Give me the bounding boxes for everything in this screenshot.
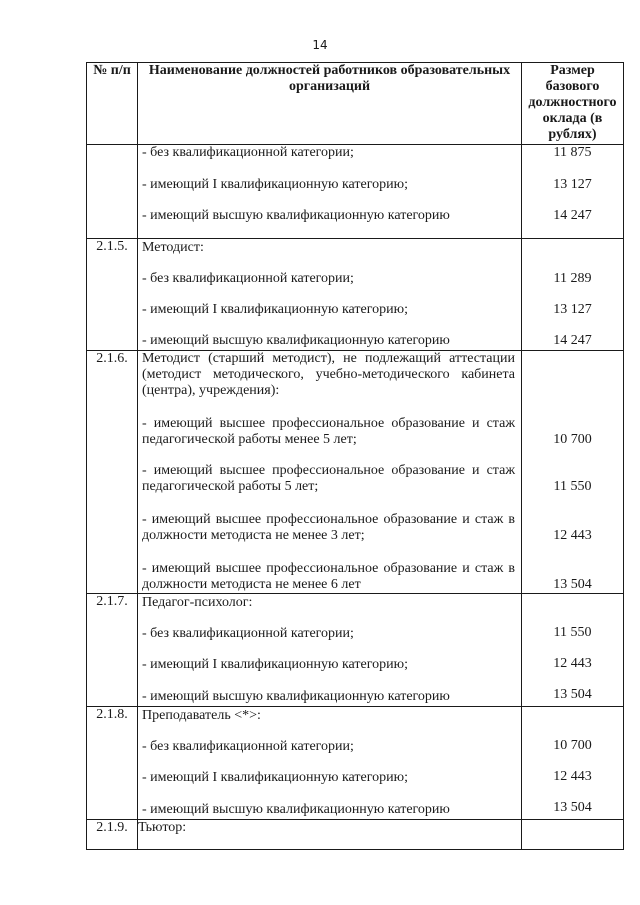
salary-value: 11 550 xyxy=(553,625,592,640)
header-num: № п/п xyxy=(87,63,138,145)
section-number: 2.1.9. xyxy=(87,820,138,850)
section-number xyxy=(87,145,138,239)
salary-value: 12 443 xyxy=(553,528,592,543)
header-size: Размер базового должностного оклада (в рублях) xyxy=(522,63,624,145)
header-name: Наименование должностей работников образовательных организаций xyxy=(138,63,522,145)
salary-value: 11 875 xyxy=(553,145,592,160)
salary-value: 11 289 xyxy=(553,271,592,286)
section-content xyxy=(138,351,522,594)
list-item: - имеющий высшую квалификационную категорию xyxy=(142,333,450,348)
list-item: - имеющий высшее профессиональное образование и стаж в должности методиста не менее 6 лет xyxy=(142,561,515,592)
section-values xyxy=(522,707,624,820)
list-item: - имеющий высшую квалификационную категорию xyxy=(142,802,450,817)
list-item: - имеющий высшую квалификационную категорию xyxy=(142,208,450,223)
table-header-row xyxy=(87,63,624,145)
salary-value: 14 247 xyxy=(553,333,592,348)
section-content xyxy=(138,707,522,820)
list-item: - имеющий высшее профессиональное образование и стаж в должности методиста не менее 3 лет; xyxy=(142,512,515,543)
list-item: - имеющий I квалификационную категорию; xyxy=(142,177,408,192)
section-number: 2.1.5. xyxy=(87,239,138,351)
list-item: - без квалификационной категории; xyxy=(142,739,354,754)
section-number: 2.1.8. xyxy=(87,707,138,820)
section-values xyxy=(522,239,624,351)
section-number: 2.1.6. xyxy=(87,351,138,594)
list-item: - имеющий высшую квалификационную категорию xyxy=(142,689,450,704)
section-content xyxy=(138,594,522,707)
table-section xyxy=(87,707,624,820)
section-values xyxy=(522,820,624,850)
salary-value: 13 504 xyxy=(553,687,592,702)
list-item: - имеющий высшее профессиональное образование и стаж педагогической работы 5 лет; xyxy=(142,463,515,494)
salary-value: 12 443 xyxy=(553,656,592,671)
section-title: Методист (старший методист), не подлежащий аттестации (методист методического, учебно-методического кабинета (центра), учреждения): xyxy=(142,351,515,398)
section-content xyxy=(138,145,522,239)
section-title: Методист: xyxy=(142,240,204,255)
salary-value: 13 127 xyxy=(553,177,592,192)
salary-value: 13 504 xyxy=(553,577,592,592)
section-title: Педагог-психолог: xyxy=(142,595,253,610)
section-values xyxy=(522,594,624,707)
table-section xyxy=(87,239,624,351)
table-section xyxy=(87,145,624,239)
section-values xyxy=(522,351,624,594)
list-item: - без квалификационной категории; xyxy=(142,271,354,286)
section-values xyxy=(522,145,624,239)
salary-value: 10 700 xyxy=(553,738,592,753)
table-section xyxy=(87,820,624,850)
list-item: - без квалификационной категории; xyxy=(142,145,354,160)
section-title: Преподаватель <*>: xyxy=(142,708,261,723)
salary-value: 10 700 xyxy=(553,432,592,447)
salary-value: 14 247 xyxy=(553,208,592,223)
list-item: - имеющий I квалификационную категорию; xyxy=(142,770,408,785)
list-item: - имеющий высшее профессиональное образование и стаж педагогической работы менее 5 лет; xyxy=(142,416,515,447)
list-item: - без квалификационной категории; xyxy=(142,626,354,641)
page-number: 14 xyxy=(312,38,328,52)
salary-value: 12 443 xyxy=(553,769,592,784)
table-section xyxy=(87,594,624,707)
salary-value: 11 550 xyxy=(553,479,592,494)
section-content xyxy=(138,239,522,351)
salary-value: 13 127 xyxy=(553,302,592,317)
list-item: - имеющий I квалификационную категорию; xyxy=(142,657,408,672)
list-item: - имеющий I квалификационную категорию; xyxy=(142,302,408,317)
table-section xyxy=(87,351,624,594)
salary-value: 13 504 xyxy=(553,800,592,815)
salary-table xyxy=(86,62,624,850)
section-title: Тьютор: xyxy=(138,820,522,850)
section-number: 2.1.7. xyxy=(87,594,138,707)
